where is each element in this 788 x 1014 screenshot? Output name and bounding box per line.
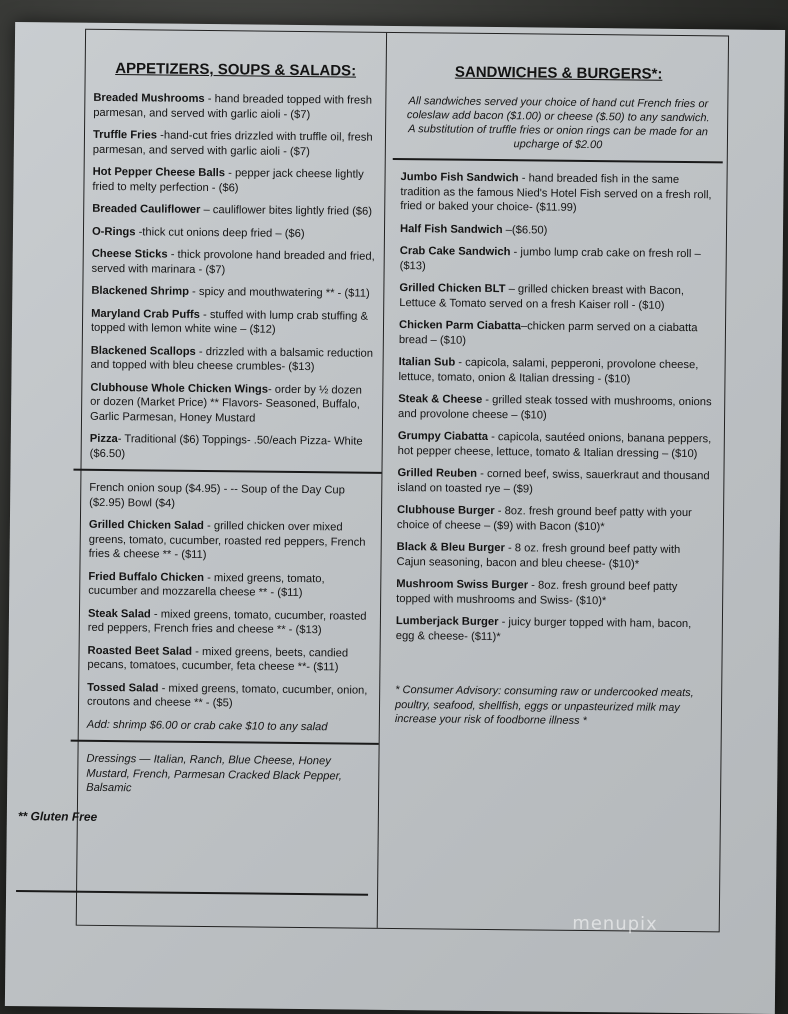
menu-item-description: - order by ½ dozen or dozen (Market Price) ** Flavors- Seasoned, Buffalo, Garlic Parmesan, Honey Mustard [89,383,362,425]
consumer-advisory: * Consumer Advisory: consuming raw or undercooked meats, poultry, seafood, shellfish, eggs or unpasteurized milk may increase your risk of foodborne illness * [394,684,694,728]
menu-frame [17,29,729,933]
salad-item [89,518,373,564]
appetizers-column [17,30,386,827]
menu-item-description: - 8oz. fresh ground beef patty topped with mushrooms and Swiss- ($10)* [396,579,678,607]
sandwiches-column [387,33,724,730]
menu-item-description: - hand breaded topped with fresh parmesan, and served with garlic aioli - ($7) [93,92,373,121]
menu-item-name: O-Rings [91,225,136,238]
menu-item-name: Blackened Scallops [90,344,196,358]
menu-item-description: –chicken parm served on a ciabatta bread – ($10) [398,320,698,347]
menu-item-name: Breaded Mushrooms [93,91,205,105]
sandwich-item [399,281,713,313]
appetizer-item [90,432,374,464]
menu-item-name: Black & Bleu Burger [396,541,505,555]
salad-add-ons: Add: shrimp $6.00 or crab cake $10 to any salad [86,718,328,733]
menu-item-description: - mixed greens, tomato, cucumber, onion, croutons and cheese ** - ($5) [86,682,368,710]
menu-item-name: Truffle Fries [92,128,158,142]
menu-item-description: - juicy burger topped with ham, bacon, egg & cheese- ($11)* [395,616,692,643]
appetizer-item [91,284,375,301]
menu-item-name: Jumbo Fish Sandwich [400,171,519,185]
menu-item-description: - drizzled with a balsamic reduction and topped with bleu cheese crumbles- ($13) [90,345,374,374]
sandwich-item [400,244,714,276]
sandwich-item [396,577,710,609]
appetizer-item [92,247,376,279]
appetizer-item [90,380,374,426]
appetizer-item [91,343,375,375]
menu-item-description: - jumbo lump crab cake on fresh roll – ($13) [399,246,701,272]
sandwiches-heading: SANDWICHES & BURGERS*: [454,63,663,83]
menu-item-description: - stuffed with lump crab stuffing & topped with lemon white wine – ($12) [90,308,369,336]
appetizer-item [93,91,377,123]
menu-item-name: Pizza [89,432,118,446]
menu-item-name: Grilled Chicken Salad [88,518,204,532]
sandwiches-intro: All sandwiches served your choice of hand cut French fries or coleslaw add bacon ($1.00) or cheese ($.50) to any sandwich. A substitution of truffle fries or onion rings can be made for an upcharge of $2.00 [406,95,710,152]
appetizers-heading: APPETIZERS, SOUPS & SALADS: [115,60,357,80]
menu-item-description: - grilled steak tossed with mushrooms, onions and provolone cheese – ($10) [398,393,712,422]
menu-item-name: Tossed Salad [87,681,159,695]
appetizer-item [92,165,376,197]
appetizers-divider [73,469,381,474]
menu-item-name: Crab Cake Sandwich [399,245,511,259]
menu-item-name: Hot Pepper Cheese Balls [92,165,226,180]
salad-item [88,569,372,601]
salad-item [87,643,371,675]
menu-item-description: - 8oz. fresh ground beef patty with your choice of cheese – ($9) with Bacon ($10)* [396,505,692,533]
sandwich-item [398,392,712,424]
sandwich-item [398,355,712,387]
appetizer-item [91,306,375,338]
appetizer-item [93,128,377,160]
menu-item-name: Grilled Reuben [397,467,478,480]
sandwich-item [397,503,711,535]
menu-item-name: Mushroom Swiss Burger [396,578,529,592]
menu-item-name: Half Fish Sandwich [399,222,503,236]
menu-page [5,22,785,1014]
menu-item-description: - 8 oz. fresh ground beef patty with Cajun seasoning, bacon and bleu cheese- ($10)* [396,542,681,571]
salads-divider [71,740,379,745]
sandwich-item [396,540,710,572]
menu-item-description: - mixed greens, tomato, cucumber and mozzarella cheese ** - ($11) [88,571,325,600]
menu-item-description: - pepper jack cheese lightly fried to melty perfection - ($6) [92,167,364,194]
menu-item-description: - thick provolone hand breaded and fried, served with marinara - ($7) [91,248,375,276]
soup-line: French onion soup ($4.95) - -- Soup of the Day Cup ($2.95) Bowl ($4) [89,481,345,510]
menu-item-description: -hand-cut fries drizzled with truffle oil, fresh parmesan, and served with garlic aioli - ($7) [92,129,373,158]
dressings-line: Dressings — Italian, Ranch, Blue Cheese, Honey Mustard, French, Parmesan Cracked Black Pepper, Balsamic [86,752,342,795]
menu-item-name: Clubhouse Burger [397,504,495,518]
menu-item-description: -thick cut onions deep fried – ($6) [135,225,305,240]
menu-item-description: - capicola, sautéed onions, banana peppers, hot pepper cheese, lettuce, tomato & Italian dressing – ($10) [397,430,712,460]
salad-item [87,680,371,712]
menu-item-name: Breaded Cauliflower [92,202,201,216]
menu-item-name: Roasted Beet Salad [87,644,193,658]
menu-item-description: - hand breaded fish in the same tradition as the famous Nied's Hotel Fish served on a fresh roll, fried or baked your choice- ($11.99) [400,172,712,214]
menu-item-name: Steak Salad [87,607,151,620]
menu-item-name: Steak & Cheese [398,393,483,406]
sandwich-item [399,318,713,350]
sandwich-item [400,170,714,217]
menu-item-name: Fried Buffalo Chicken [88,570,205,584]
menu-item-name: Grumpy Ciabatta [397,430,489,443]
menu-item-name: Grilled Chicken BLT [399,282,506,296]
menu-item-name: Clubhouse Whole Chicken Wings [90,381,269,396]
menu-item-name: Italian Sub [398,356,456,369]
menu-item-name: Blackened Shrimp [91,284,190,298]
sandwiches-divider [393,158,723,163]
menu-item-name: Maryland Crab Puffs [91,307,200,321]
menu-item-description: – cauliflower bites lightly fried ($6) [200,203,373,218]
sandwich-item [400,222,714,240]
menu-item-description: - Traditional ($6) Toppings- .50/each Pizza- White ($6.50) [89,433,363,460]
menu-item-description: – grilled chicken breast with Bacon, Lettuce & Tomato served on a fresh Kaiser roll - ($10) [399,283,685,312]
menu-item-description: –($6.50) [502,223,548,237]
menu-item-description: - mixed greens, beets, candied pecans, tomatoes, cucumber, feta cheese **- ($11) [87,645,349,674]
menu-item-description: - spicy and mouthwatering ** - ($11) [188,285,370,300]
salad-item [88,606,372,638]
menu-item-name: Cheese Sticks [91,247,168,261]
menu-item-description: - grilled chicken over mixed greens, tomato, cucumber, roasted red peppers, French fries & cheese ** - ($11) [88,520,366,562]
menu-item-description: - corned beef, swiss, sauerkraut and thousand island on toasted rye – ($9) [397,467,710,495]
appetizer-item [92,202,376,219]
sandwich-item [397,466,711,498]
menu-item-description: - capicola, salami, pepperoni, provolone cheese, lettuce, tomato, onion & Italian dressing - ($10) [398,356,699,385]
menu-item-description: - mixed greens, tomato, cucumber, roasted red peppers, French fries and cheese ** - ($13) [87,607,367,637]
sandwich-item [398,429,712,461]
watermark-logo: menupix [572,912,658,935]
gluten-free-note: ** Gluten Free [17,808,98,824]
sandwich-item [396,614,710,646]
appetizer-item [92,224,376,241]
menu-item-name: Chicken Parm Ciabatta [398,319,521,333]
menu-item-name: Lumberjack Burger [395,615,499,629]
